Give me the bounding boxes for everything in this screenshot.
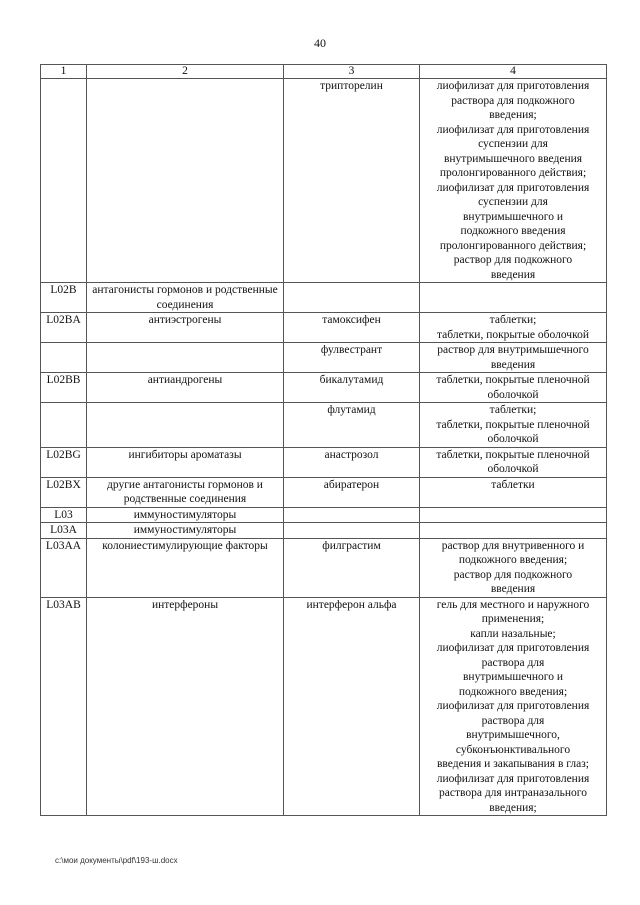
table-row — [41, 343, 607, 373]
dosage-form-line: раствор для подкожного — [453, 254, 573, 266]
table-row — [41, 538, 607, 597]
dosage-form-line: внутримышечного и — [463, 210, 563, 223]
dosage-form-line: таблетки, покрытые оболочкой — [437, 328, 589, 341]
header-cell-1: 1 — [41, 65, 87, 79]
dosage-form-line: оболочкой — [487, 433, 539, 445]
dosage-form-line: раствора для — [481, 656, 545, 669]
dosage-form-line: лиофилизат для приготовления — [436, 181, 590, 194]
dosage-form-line: гель для местного и наружного — [436, 598, 590, 611]
drug-name-cell: бикалутамид — [284, 373, 420, 403]
drug-name-cell — [284, 283, 420, 313]
dosage-form-line: введения — [490, 358, 536, 371]
dosage-form-line: применения; — [481, 613, 545, 625]
table-row — [41, 313, 607, 343]
dosage-form-line: таблетки; — [489, 314, 537, 326]
atc-code-cell: L02BB — [41, 373, 87, 403]
dosage-form-line: введения — [490, 583, 536, 595]
group-name-cell: другие антагонисты гормонов и родственные соединения — [87, 477, 284, 507]
dosage-form-line: раствор для внутривенного и — [441, 539, 585, 552]
table-row — [41, 79, 607, 283]
group-name-cell: колониестимулирующие факторы — [87, 538, 284, 597]
table-row — [41, 597, 607, 816]
dosage-form-line: введения — [490, 268, 536, 281]
dosage-form-line: таблетки, покрытые пленочной — [436, 448, 590, 461]
group-name-cell: антиэстрогены — [87, 313, 284, 343]
dosage-form-line: субконъюнктивального — [455, 743, 571, 756]
file-path-footer: c:\мои документы\pdf\193-ш.docx — [55, 856, 178, 865]
dosage-form-line: раствор для внутримышечного — [437, 344, 589, 356]
dosage-form-line: введения; — [489, 109, 537, 121]
dosage-forms-cell — [420, 403, 607, 448]
group-name-cell: иммуностимуляторы — [87, 507, 284, 523]
atc-code-cell — [41, 343, 87, 373]
header-cell-4: 4 — [420, 65, 607, 79]
dosage-forms-cell — [420, 373, 607, 403]
dosage-form-line: введения и закапывания в глаз; — [437, 758, 589, 770]
dosage-form-line: раствор для подкожного — [453, 568, 573, 581]
dosage-form-line: раствора для интраназального — [439, 787, 587, 799]
dosage-form-line: лиофилизат для приготовления — [436, 700, 590, 712]
table-row — [41, 283, 607, 313]
dosage-forms-cell — [420, 523, 607, 539]
atc-code-cell — [41, 403, 87, 448]
dosage-form-line: таблетки — [491, 478, 535, 491]
dosage-form-line: введения; — [489, 801, 537, 814]
dosage-form-line: подкожного введения; — [458, 685, 568, 698]
dosage-form-line: лиофилизат для приготовления — [436, 123, 590, 136]
dosage-form-line: оболочкой — [487, 463, 539, 475]
table-header-row — [41, 65, 607, 79]
drug-name-cell: филграстим — [284, 538, 420, 597]
group-name-cell: ингибиторы ароматазы — [87, 447, 284, 477]
drug-name-cell — [284, 507, 420, 523]
page-number: 40 — [314, 36, 326, 50]
atc-code-cell: L03AB — [41, 597, 87, 816]
dosage-forms-cell — [420, 597, 607, 816]
atc-code-cell: L02BG — [41, 447, 87, 477]
drug-name-cell — [284, 523, 420, 539]
atc-code-cell — [41, 79, 87, 283]
dosage-forms-cell — [420, 538, 607, 597]
dosage-form-line: внутримышечного введения — [443, 152, 583, 165]
drug-name-cell: фулвестрант — [284, 343, 420, 373]
dosage-form-line: внутримышечного, — [466, 729, 560, 741]
group-name-cell — [87, 403, 284, 448]
dosage-form-line: лиофилизат для приготовления — [436, 642, 590, 654]
group-name-cell — [87, 343, 284, 373]
header-cell-3: 3 — [284, 65, 420, 79]
atc-code-cell: L02B — [41, 283, 87, 313]
table-row — [41, 403, 607, 448]
dosage-form-line: лиофилизат для приготовления — [436, 772, 590, 785]
table-row — [41, 523, 607, 539]
dosage-form-line: лиофилизат для приготовления — [436, 80, 590, 92]
table-row — [41, 507, 607, 523]
group-name-cell: антагонисты гормонов и родственные соединения — [87, 283, 284, 313]
drug-name-cell: абиратерон — [284, 477, 420, 507]
dosage-form-line: таблетки, покрытые пленочной — [436, 374, 590, 386]
dosage-forms-cell — [420, 283, 607, 313]
group-name-cell: антиандрогены — [87, 373, 284, 403]
dosage-form-line: таблетки, покрытые пленочной — [436, 418, 590, 431]
dosage-form-line: оболочкой — [487, 388, 539, 401]
table-row — [41, 373, 607, 403]
drug-name-cell: интерферон альфа — [284, 597, 420, 816]
dosage-form-line: таблетки; — [489, 404, 537, 416]
dosage-forms-cell — [420, 447, 607, 477]
dosage-form-line: подкожного введения — [460, 225, 566, 237]
dosage-form-line: суспензии для — [478, 196, 548, 208]
group-name-cell: иммуностимуляторы — [87, 523, 284, 539]
group-name-cell: интерфероны — [87, 597, 284, 816]
header-cell-2: 2 — [87, 65, 284, 79]
dosage-forms-cell — [420, 313, 607, 343]
drug-name-cell: флутамид — [284, 403, 420, 448]
table-row — [41, 477, 607, 507]
atc-code-cell: L03 — [41, 507, 87, 523]
dosage-form-line: пролонгированного действия; — [439, 239, 587, 252]
dosage-forms-cell — [420, 343, 607, 373]
drug-name-cell: трипторелин — [284, 79, 420, 283]
dosage-forms-cell — [420, 477, 607, 507]
dosage-form-line: раствора для подкожного — [451, 94, 575, 107]
dosage-form-line: суспензии для — [478, 138, 548, 150]
atc-code-cell: L02BX — [41, 477, 87, 507]
drug-name-cell: анастрозол — [284, 447, 420, 477]
dosage-forms-cell — [420, 79, 607, 283]
atc-code-cell: L03A — [41, 523, 87, 539]
drug-name-cell: тамоксифен — [284, 313, 420, 343]
dosage-form-line: капли назальные; — [470, 627, 556, 640]
group-name-cell — [87, 79, 284, 283]
dosage-form-line: пролонгированного действия; — [439, 167, 587, 179]
drug-table — [40, 64, 607, 816]
atc-code-cell: L03AA — [41, 538, 87, 597]
table-row — [41, 447, 607, 477]
atc-code-cell: L02BA — [41, 313, 87, 343]
dosage-form-line: внутримышечного и — [463, 671, 563, 683]
dosage-form-line: раствора для — [481, 714, 545, 727]
dosage-forms-cell — [420, 507, 607, 523]
dosage-form-line: подкожного введения; — [458, 554, 568, 566]
